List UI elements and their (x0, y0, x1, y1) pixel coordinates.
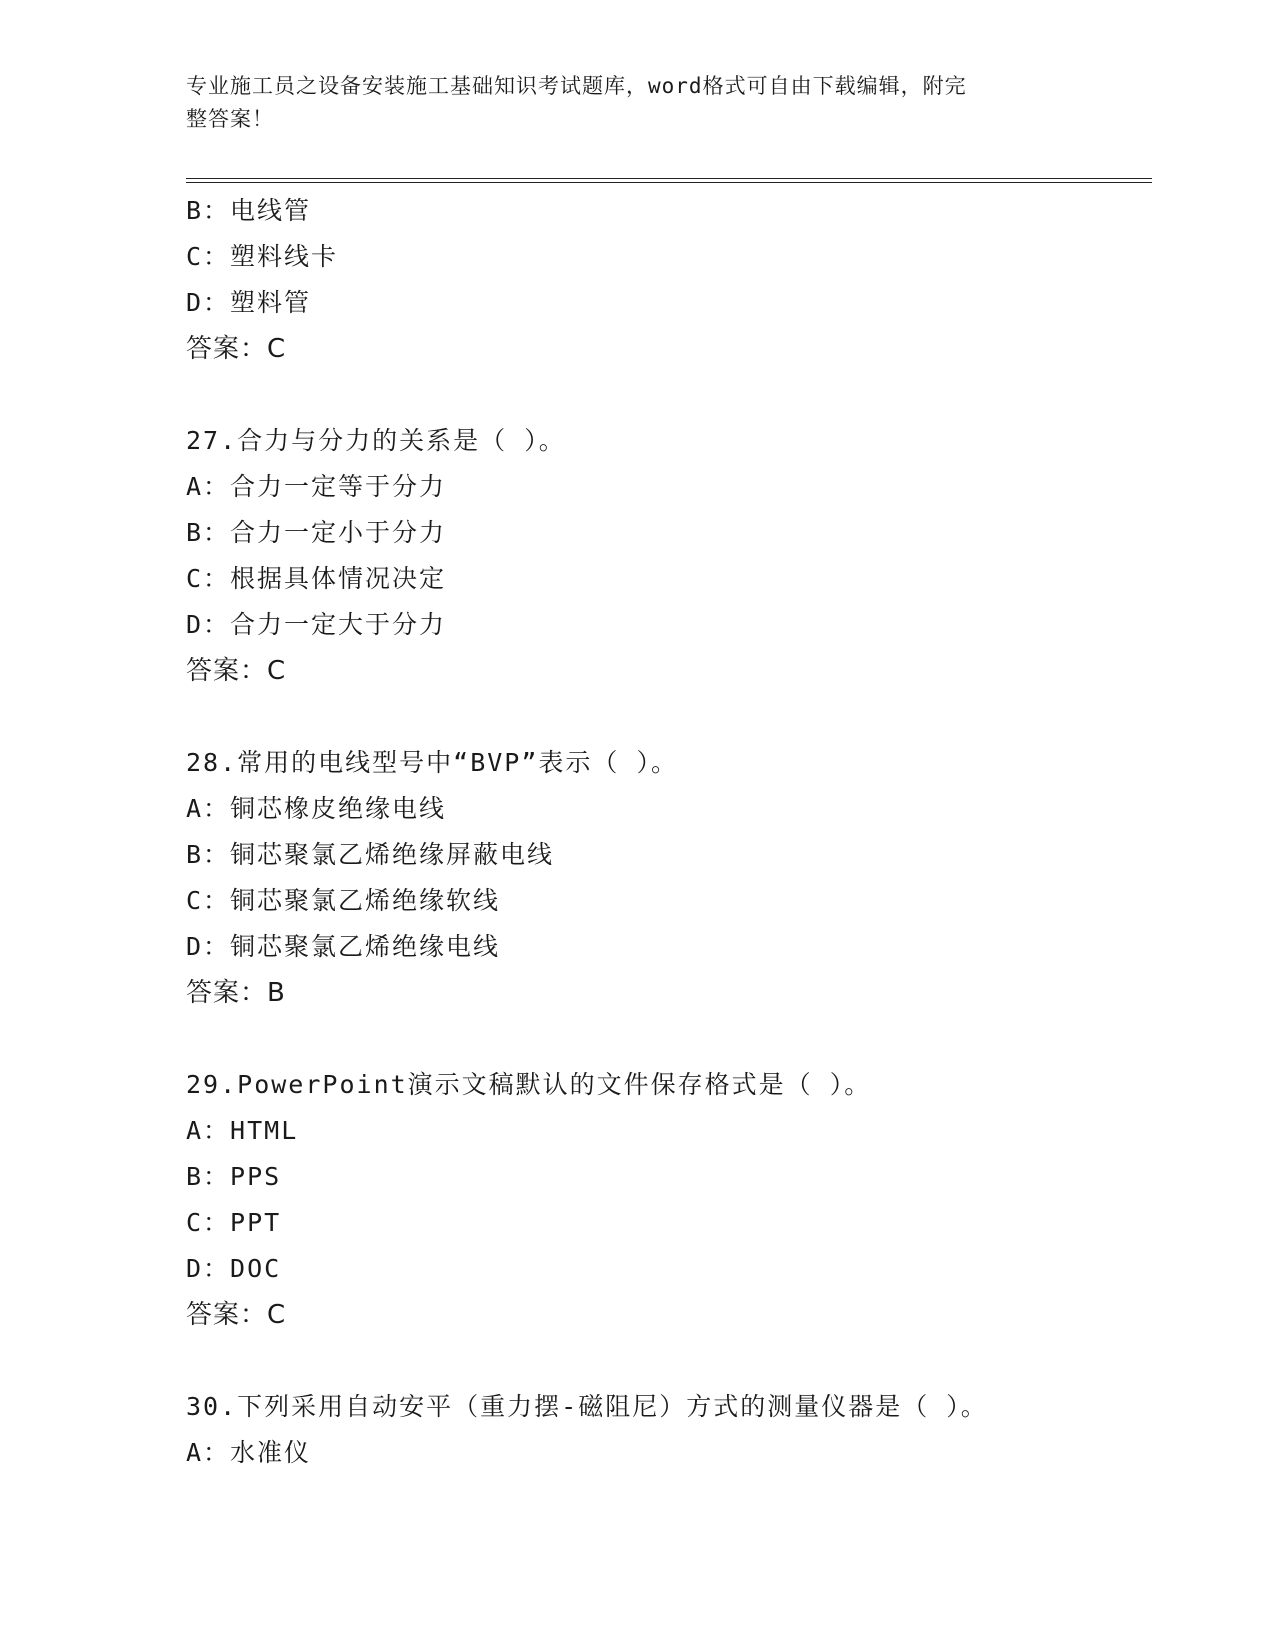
question-29 (186, 1062, 1146, 1338)
question-list (186, 188, 1146, 1476)
question-stem: 30.下列采用自动安平（重力摆-磁阻尼）方式的测量仪器是（ ）。 (186, 1392, 988, 1421)
option-b: B：电线管 (186, 196, 312, 225)
question-27 (186, 418, 1146, 694)
header-line-1: 专业施工员之设备安装施工基础知识考试题库，word格式可自由下载编辑，附完 (186, 74, 967, 98)
option-d: D：DOC (186, 1254, 282, 1283)
spacer (186, 1016, 1146, 1062)
option-a: A：水准仪 (186, 1438, 312, 1467)
option-a: A：HTML (186, 1116, 299, 1145)
option-b: B：合力一定小于分力 (186, 518, 447, 547)
header-line-2: 整答案！ (186, 107, 274, 131)
question-stem: 27.合力与分力的关系是（ ）。 (186, 426, 566, 455)
option-a: A：铜芯橡皮绝缘电线 (186, 794, 447, 823)
question-28 (186, 740, 1146, 1016)
option-d: D：铜芯聚氯乙烯绝缘电线 (186, 932, 501, 961)
option-c: C：铜芯聚氯乙烯绝缘软线 (186, 886, 501, 915)
spacer (186, 1338, 1146, 1384)
answer-line: 答案：B (186, 978, 286, 1008)
option-c: C：塑料线卡 (186, 242, 339, 271)
spacer (186, 372, 1146, 418)
option-c: C：根据具体情况决定 (186, 564, 447, 593)
question-26-continued (186, 188, 1146, 372)
option-d: D：塑料管 (186, 288, 312, 317)
option-a: A：合力一定等于分力 (186, 472, 447, 501)
question-stem: 29.PowerPoint演示文稿默认的文件保存格式是（ ）。 (186, 1070, 872, 1099)
answer-line: 答案：C (186, 334, 287, 364)
question-30 (186, 1384, 1146, 1476)
question-stem: 28.常用的电线型号中“BVP”表示（ ）。 (186, 748, 678, 777)
document-header (186, 70, 1066, 136)
spacer (186, 694, 1146, 740)
option-b: B：铜芯聚氯乙烯绝缘屏蔽电线 (186, 840, 555, 869)
option-d: D：合力一定大于分力 (186, 610, 447, 639)
option-c: C：PPT (186, 1208, 282, 1237)
answer-line: 答案：C (186, 656, 287, 686)
option-b: B：PPS (186, 1162, 282, 1191)
header-divider (186, 178, 1152, 183)
answer-line: 答案：C (186, 1300, 287, 1330)
